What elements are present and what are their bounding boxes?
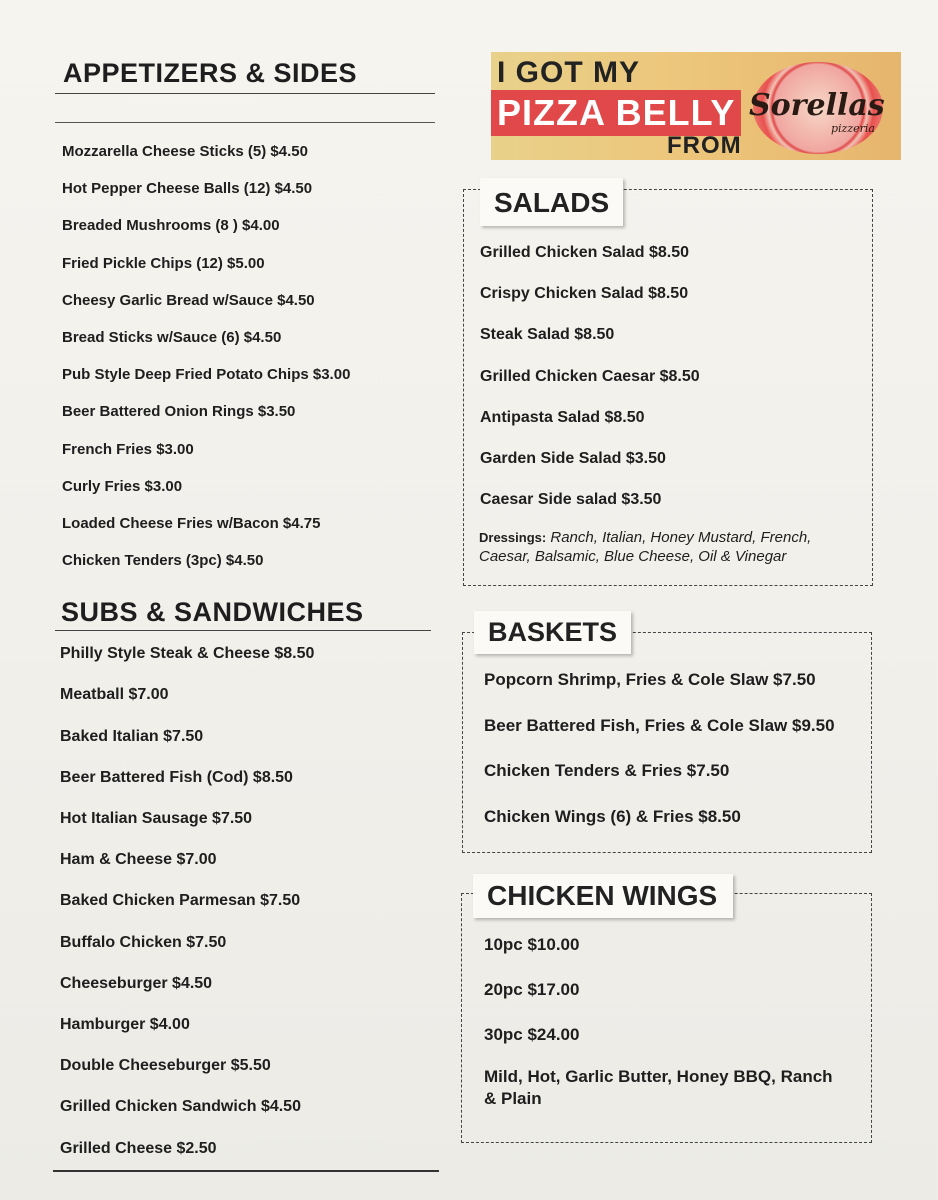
appetizers-title: APPETIZERS & SIDES (55, 56, 435, 94)
menu-item: 30pc $24.00 (484, 1025, 580, 1045)
menu-item: Cheesy Garlic Bread w/Sauce $4.50 (62, 291, 315, 309)
menu-item: Antipasta Salad $8.50 (480, 408, 645, 426)
menu-item: Meatball $7.00 (60, 686, 169, 704)
appetizers-list (55, 133, 435, 579)
menu-item: Grilled Chicken Caesar $8.50 (480, 367, 700, 385)
appetizers-divider (55, 122, 435, 123)
menu-item: Mozzarella Cheese Sticks (5) $4.50 (62, 143, 308, 160)
menu-item: Garden Side Salad $3.50 (480, 449, 666, 467)
baskets-section (462, 632, 872, 853)
wings-list (484, 922, 579, 1058)
left-column (55, 56, 435, 1169)
banner-line-2: PIZZA BELLY (491, 90, 741, 136)
menu-item: Chicken Wings (6) & Fries $8.50 (484, 806, 741, 826)
dressings-label: Dressings: (479, 530, 547, 545)
menu-item: Chicken Tenders (3pc) $4.50 (62, 552, 264, 570)
wing-flavors: Mild, Hot, Garlic Butter, Honey BBQ, Ranch & Plain (484, 1067, 833, 1108)
promo-banner (491, 52, 901, 160)
salads-section (463, 189, 873, 586)
menu-item: Crispy Chicken Salad $8.50 (480, 285, 689, 303)
menu-item: Grilled Cheese $2.50 (60, 1139, 217, 1157)
salads-title: SALADS (480, 178, 623, 226)
menu-item: Beer Battered Fish (Cod) $8.50 (60, 768, 293, 786)
wings-title: CHICKEN WINGS (473, 874, 733, 918)
baskets-list (484, 657, 835, 839)
brand-subtitle: pizzeria (831, 122, 875, 135)
menu-item: Steak Salad $8.50 (480, 326, 615, 344)
menu-item: Grilled Chicken Sandwich $4.50 (60, 1098, 301, 1116)
menu-item: Hamburger $4.00 (60, 1015, 190, 1033)
menu-item: Beer Battered Fish, Fries & Cole Slaw $9.50 (484, 715, 835, 735)
menu-item: Popcorn Shrimp, Fries & Cole Slaw $7.50 (484, 670, 816, 689)
menu-item: Chicken Tenders & Fries $7.50 (484, 761, 730, 780)
subs-list (55, 633, 435, 1168)
menu-item: Caesar Side salad $3.50 (480, 491, 662, 509)
banner-line-1: I GOT MY (497, 56, 640, 89)
menu-item: Baked Italian $7.50 (60, 727, 204, 745)
menu-item: Hot Pepper Cheese Balls (12) $4.50 (62, 180, 313, 198)
menu-item: Buffalo Chicken $7.50 (60, 933, 227, 951)
menu-item: Double Cheeseburger $5.50 (60, 1057, 271, 1075)
dressings-note (479, 528, 859, 566)
banner-line-3: FROM (667, 132, 742, 159)
menu-item: Loaded Cheese Fries w/Bacon $4.75 (62, 514, 321, 532)
menu-item: Philly Style Steak & Cheese $8.50 (60, 645, 315, 663)
wings-section (461, 893, 872, 1143)
menu-item: Bread Sticks w/Sauce (6) $4.50 (62, 328, 282, 346)
menu-item: Hot Italian Sausage $7.50 (60, 810, 253, 827)
menu-item: Fried Pickle Chips (12) $5.00 (62, 254, 265, 272)
bottom-divider (53, 1170, 439, 1172)
menu-item: Breaded Mushrooms (8 ) $4.00 (62, 217, 280, 235)
menu-item: Beer Battered Onion Rings $3.50 (62, 403, 296, 421)
menu-item: Cheeseburger $4.50 (60, 974, 213, 992)
brand-name: Sorellas (749, 88, 885, 123)
menu-item: Grilled Chicken Salad $8.50 (480, 244, 689, 261)
menu-item: 20pc $17.00 (484, 980, 580, 1000)
menu-item: Ham & Cheese $7.00 (60, 851, 217, 869)
menu-item: French Fries $3.00 (62, 440, 194, 458)
menu-item: Baked Chicken Parmesan $7.50 (60, 892, 301, 910)
menu-item: Curly Fries $3.00 (62, 477, 183, 495)
baskets-title: BASKETS (474, 611, 631, 654)
salads-list (480, 232, 700, 520)
subs-title: SUBS & SANDWICHES (55, 599, 431, 631)
menu-item: Pub Style Deep Fried Potato Chips $3.00 (62, 366, 351, 384)
dressings-text: Ranch, Italian, Honey Mustard, French, Caesar, Balsamic, Blue Cheese, Oil & Vinegar (479, 529, 812, 565)
menu-item: 10pc $10.00 (484, 935, 580, 954)
